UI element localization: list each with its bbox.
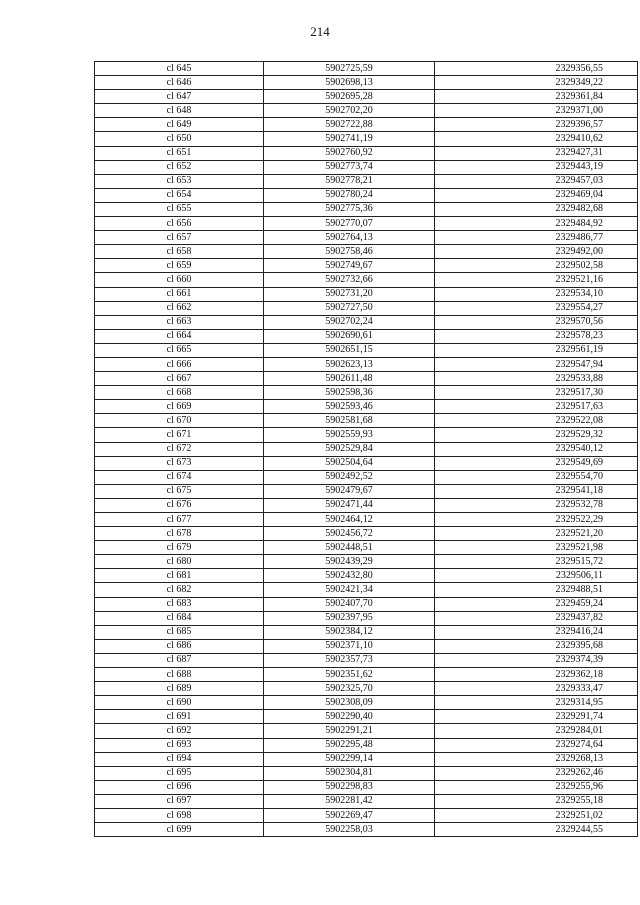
x-coordinate-cell: 5902727,50 xyxy=(264,301,435,315)
x-coordinate-cell: 5902304,81 xyxy=(264,766,435,780)
x-coordinate-cell: 5902290,40 xyxy=(264,710,435,724)
y-coordinate-cell: 2329362,18 xyxy=(435,668,638,682)
y-coordinate-cell: 2329517,30 xyxy=(435,386,638,400)
point-name-cell: cl 668 xyxy=(95,386,264,400)
point-name-cell: cl 693 xyxy=(95,738,264,752)
point-name-cell: cl 688 xyxy=(95,668,264,682)
y-coordinate-cell: 2329410,62 xyxy=(435,132,638,146)
x-coordinate-cell: 5902529,84 xyxy=(264,442,435,456)
table-row xyxy=(95,442,638,456)
x-coordinate-cell: 5902731,20 xyxy=(264,287,435,301)
point-name-cell: cl 658 xyxy=(95,245,264,259)
table-row xyxy=(95,329,638,343)
x-coordinate-cell: 5902464,12 xyxy=(264,513,435,527)
x-coordinate-cell: 5902351,62 xyxy=(264,668,435,682)
y-coordinate-cell: 2329502,58 xyxy=(435,259,638,273)
x-coordinate-cell: 5902611,48 xyxy=(264,372,435,386)
point-name-cell: cl 656 xyxy=(95,217,264,231)
table-row xyxy=(95,174,638,188)
table-row xyxy=(95,470,638,484)
x-coordinate-cell: 5902593,46 xyxy=(264,400,435,414)
point-name-cell: cl 699 xyxy=(95,823,264,837)
point-name-cell: cl 692 xyxy=(95,724,264,738)
table-row xyxy=(95,76,638,90)
y-coordinate-cell: 2329268,13 xyxy=(435,752,638,766)
table-row xyxy=(95,273,638,287)
y-coordinate-cell: 2329521,98 xyxy=(435,541,638,555)
table-row xyxy=(95,372,638,386)
y-coordinate-cell: 2329356,55 xyxy=(435,62,638,76)
coordinates-table-body xyxy=(95,62,638,837)
x-coordinate-cell: 5902492,52 xyxy=(264,470,435,484)
table-row xyxy=(95,414,638,428)
y-coordinate-cell: 2329541,18 xyxy=(435,484,638,498)
y-coordinate-cell: 2329443,19 xyxy=(435,160,638,174)
x-coordinate-cell: 5902741,19 xyxy=(264,132,435,146)
x-coordinate-cell: 5902775,36 xyxy=(264,202,435,216)
x-coordinate-cell: 5902778,21 xyxy=(264,174,435,188)
x-coordinate-cell: 5902651,15 xyxy=(264,343,435,357)
y-coordinate-cell: 2329395,68 xyxy=(435,639,638,653)
table-row xyxy=(95,794,638,808)
y-coordinate-cell: 2329291,74 xyxy=(435,710,638,724)
table-row xyxy=(95,527,638,541)
table-row xyxy=(95,555,638,569)
y-coordinate-cell: 2329459,24 xyxy=(435,597,638,611)
y-coordinate-cell: 2329457,03 xyxy=(435,174,638,188)
y-coordinate-cell: 2329469,04 xyxy=(435,188,638,202)
table-row xyxy=(95,668,638,682)
point-name-cell: cl 689 xyxy=(95,682,264,696)
point-name-cell: cl 691 xyxy=(95,710,264,724)
table-row xyxy=(95,682,638,696)
y-coordinate-cell: 2329547,94 xyxy=(435,357,638,371)
point-name-cell: cl 698 xyxy=(95,808,264,822)
table-row xyxy=(95,90,638,104)
table-row xyxy=(95,569,638,583)
x-coordinate-cell: 5902439,29 xyxy=(264,555,435,569)
point-name-cell: cl 661 xyxy=(95,287,264,301)
point-name-cell: cl 660 xyxy=(95,273,264,287)
table-row xyxy=(95,696,638,710)
y-coordinate-cell: 2329549,69 xyxy=(435,456,638,470)
table-row xyxy=(95,386,638,400)
y-coordinate-cell: 2329561,19 xyxy=(435,343,638,357)
y-coordinate-cell: 2329427,31 xyxy=(435,146,638,160)
x-coordinate-cell: 5902308,09 xyxy=(264,696,435,710)
x-coordinate-cell: 5902773,74 xyxy=(264,160,435,174)
table-row xyxy=(95,611,638,625)
y-coordinate-cell: 2329540,12 xyxy=(435,442,638,456)
table-row xyxy=(95,62,638,76)
x-coordinate-cell: 5902448,51 xyxy=(264,541,435,555)
table-row xyxy=(95,808,638,822)
y-coordinate-cell: 2329244,55 xyxy=(435,823,638,837)
x-coordinate-cell: 5902471,44 xyxy=(264,498,435,512)
table-row xyxy=(95,160,638,174)
x-coordinate-cell: 5902299,14 xyxy=(264,752,435,766)
y-coordinate-cell: 2329374,39 xyxy=(435,653,638,667)
y-coordinate-cell: 2329255,96 xyxy=(435,780,638,794)
point-name-cell: cl 678 xyxy=(95,527,264,541)
table-row xyxy=(95,456,638,470)
point-name-cell: cl 666 xyxy=(95,357,264,371)
x-coordinate-cell: 5902559,93 xyxy=(264,428,435,442)
x-coordinate-cell: 5902384,12 xyxy=(264,625,435,639)
page-number: 214 xyxy=(310,24,330,39)
point-name-cell: cl 647 xyxy=(95,90,264,104)
point-name-cell: cl 687 xyxy=(95,653,264,667)
x-coordinate-cell: 5902504,64 xyxy=(264,456,435,470)
point-name-cell: cl 676 xyxy=(95,498,264,512)
point-name-cell: cl 677 xyxy=(95,513,264,527)
point-name-cell: cl 675 xyxy=(95,484,264,498)
x-coordinate-cell: 5902695,28 xyxy=(264,90,435,104)
table-row xyxy=(95,653,638,667)
table-row xyxy=(95,104,638,118)
x-coordinate-cell: 5902725,59 xyxy=(264,62,435,76)
x-coordinate-cell: 5902702,24 xyxy=(264,315,435,329)
point-name-cell: cl 654 xyxy=(95,188,264,202)
coordinates-table xyxy=(94,61,638,837)
y-coordinate-cell: 2329529,32 xyxy=(435,428,638,442)
table-row xyxy=(95,259,638,273)
y-coordinate-cell: 2329534,10 xyxy=(435,287,638,301)
point-name-cell: cl 665 xyxy=(95,343,264,357)
y-coordinate-cell: 2329484,92 xyxy=(435,217,638,231)
table-row xyxy=(95,315,638,329)
table-row xyxy=(95,202,638,216)
point-name-cell: cl 695 xyxy=(95,766,264,780)
y-coordinate-cell: 2329255,18 xyxy=(435,794,638,808)
point-name-cell: cl 659 xyxy=(95,259,264,273)
point-name-cell: cl 646 xyxy=(95,76,264,90)
table-row xyxy=(95,752,638,766)
y-coordinate-cell: 2329314,95 xyxy=(435,696,638,710)
y-coordinate-cell: 2329486,77 xyxy=(435,231,638,245)
point-name-cell: cl 697 xyxy=(95,794,264,808)
point-name-cell: cl 667 xyxy=(95,372,264,386)
y-coordinate-cell: 2329521,20 xyxy=(435,527,638,541)
point-name-cell: cl 683 xyxy=(95,597,264,611)
y-coordinate-cell: 2329554,70 xyxy=(435,470,638,484)
point-name-cell: cl 685 xyxy=(95,625,264,639)
point-name-cell: cl 670 xyxy=(95,414,264,428)
x-coordinate-cell: 5902732,66 xyxy=(264,273,435,287)
point-name-cell: cl 671 xyxy=(95,428,264,442)
table-row xyxy=(95,780,638,794)
point-name-cell: cl 663 xyxy=(95,315,264,329)
x-coordinate-cell: 5902397,95 xyxy=(264,611,435,625)
table-row xyxy=(95,217,638,231)
x-coordinate-cell: 5902758,46 xyxy=(264,245,435,259)
x-coordinate-cell: 5902623,13 xyxy=(264,357,435,371)
x-coordinate-cell: 5902760,92 xyxy=(264,146,435,160)
y-coordinate-cell: 2329554,27 xyxy=(435,301,638,315)
point-name-cell: cl 682 xyxy=(95,583,264,597)
point-name-cell: cl 652 xyxy=(95,160,264,174)
x-coordinate-cell: 5902281,42 xyxy=(264,794,435,808)
y-coordinate-cell: 2329361,84 xyxy=(435,90,638,104)
x-coordinate-cell: 5902770,07 xyxy=(264,217,435,231)
point-name-cell: cl 649 xyxy=(95,118,264,132)
y-coordinate-cell: 2329492,00 xyxy=(435,245,638,259)
y-coordinate-cell: 2329274,64 xyxy=(435,738,638,752)
x-coordinate-cell: 5902780,24 xyxy=(264,188,435,202)
table-row xyxy=(95,188,638,202)
table-row xyxy=(95,400,638,414)
y-coordinate-cell: 2329521,16 xyxy=(435,273,638,287)
point-name-cell: cl 679 xyxy=(95,541,264,555)
point-name-cell: cl 657 xyxy=(95,231,264,245)
table-row xyxy=(95,738,638,752)
y-coordinate-cell: 2329522,29 xyxy=(435,513,638,527)
table-row xyxy=(95,583,638,597)
y-coordinate-cell: 2329482,68 xyxy=(435,202,638,216)
table-row xyxy=(95,484,638,498)
y-coordinate-cell: 2329515,72 xyxy=(435,555,638,569)
point-name-cell: cl 680 xyxy=(95,555,264,569)
table-row xyxy=(95,245,638,259)
table-row xyxy=(95,343,638,357)
point-name-cell: cl 651 xyxy=(95,146,264,160)
x-coordinate-cell: 5902764,13 xyxy=(264,231,435,245)
table-row xyxy=(95,498,638,512)
table-row xyxy=(95,357,638,371)
table-row xyxy=(95,639,638,653)
x-coordinate-cell: 5902357,73 xyxy=(264,653,435,667)
point-name-cell: cl 645 xyxy=(95,62,264,76)
y-coordinate-cell: 2329396,57 xyxy=(435,118,638,132)
table-row xyxy=(95,625,638,639)
x-coordinate-cell: 5902722,88 xyxy=(264,118,435,132)
x-coordinate-cell: 5902298,83 xyxy=(264,780,435,794)
table-row xyxy=(95,118,638,132)
point-name-cell: cl 669 xyxy=(95,400,264,414)
point-name-cell: cl 662 xyxy=(95,301,264,315)
table-row xyxy=(95,823,638,837)
table-row xyxy=(95,597,638,611)
table-row xyxy=(95,724,638,738)
x-coordinate-cell: 5902421,34 xyxy=(264,583,435,597)
x-coordinate-cell: 5902269,47 xyxy=(264,808,435,822)
x-coordinate-cell: 5902291,21 xyxy=(264,724,435,738)
y-coordinate-cell: 2329517,63 xyxy=(435,400,638,414)
point-name-cell: cl 696 xyxy=(95,780,264,794)
y-coordinate-cell: 2329522,08 xyxy=(435,414,638,428)
table-row xyxy=(95,541,638,555)
point-name-cell: cl 690 xyxy=(95,696,264,710)
y-coordinate-cell: 2329251,02 xyxy=(435,808,638,822)
y-coordinate-cell: 2329416,24 xyxy=(435,625,638,639)
x-coordinate-cell: 5902749,67 xyxy=(264,259,435,273)
y-coordinate-cell: 2329437,82 xyxy=(435,611,638,625)
table-row xyxy=(95,301,638,315)
x-coordinate-cell: 5902698,13 xyxy=(264,76,435,90)
point-name-cell: cl 694 xyxy=(95,752,264,766)
y-coordinate-cell: 2329506,11 xyxy=(435,569,638,583)
y-coordinate-cell: 2329349,22 xyxy=(435,76,638,90)
x-coordinate-cell: 5902407,70 xyxy=(264,597,435,611)
point-name-cell: cl 648 xyxy=(95,104,264,118)
point-name-cell: cl 672 xyxy=(95,442,264,456)
table-row xyxy=(95,710,638,724)
table-row xyxy=(95,287,638,301)
point-name-cell: cl 655 xyxy=(95,202,264,216)
point-name-cell: cl 681 xyxy=(95,569,264,583)
y-coordinate-cell: 2329262,46 xyxy=(435,766,638,780)
y-coordinate-cell: 2329333,47 xyxy=(435,682,638,696)
x-coordinate-cell: 5902598,36 xyxy=(264,386,435,400)
table-row xyxy=(95,132,638,146)
x-coordinate-cell: 5902456,72 xyxy=(264,527,435,541)
table-row xyxy=(95,513,638,527)
x-coordinate-cell: 5902432,80 xyxy=(264,569,435,583)
point-name-cell: cl 650 xyxy=(95,132,264,146)
y-coordinate-cell: 2329570,56 xyxy=(435,315,638,329)
point-name-cell: cl 664 xyxy=(95,329,264,343)
point-name-cell: cl 673 xyxy=(95,456,264,470)
table-row xyxy=(95,428,638,442)
x-coordinate-cell: 5902371,10 xyxy=(264,639,435,653)
y-coordinate-cell: 2329533,88 xyxy=(435,372,638,386)
y-coordinate-cell: 2329532,78 xyxy=(435,498,638,512)
y-coordinate-cell: 2329371,00 xyxy=(435,104,638,118)
point-name-cell: cl 653 xyxy=(95,174,264,188)
x-coordinate-cell: 5902581,68 xyxy=(264,414,435,428)
point-name-cell: cl 686 xyxy=(95,639,264,653)
point-name-cell: cl 684 xyxy=(95,611,264,625)
x-coordinate-cell: 5902295,48 xyxy=(264,738,435,752)
x-coordinate-cell: 5902479,67 xyxy=(264,484,435,498)
y-coordinate-cell: 2329578,23 xyxy=(435,329,638,343)
table-row xyxy=(95,766,638,780)
y-coordinate-cell: 2329284,01 xyxy=(435,724,638,738)
y-coordinate-cell: 2329488,51 xyxy=(435,583,638,597)
table-row xyxy=(95,231,638,245)
table-row xyxy=(95,146,638,160)
x-coordinate-cell: 5902690,61 xyxy=(264,329,435,343)
x-coordinate-cell: 5902258,03 xyxy=(264,823,435,837)
point-name-cell: cl 674 xyxy=(95,470,264,484)
x-coordinate-cell: 5902702,20 xyxy=(264,104,435,118)
x-coordinate-cell: 5902325,70 xyxy=(264,682,435,696)
